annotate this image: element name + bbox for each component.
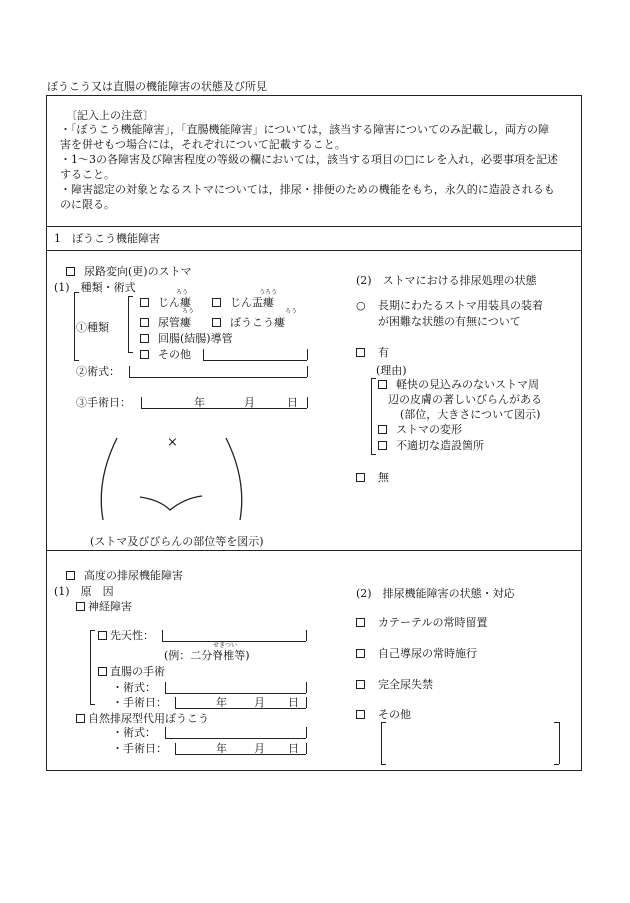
date-year: 年 xyxy=(194,396,205,409)
natural-checkbox[interactable] xyxy=(76,714,85,723)
natural-op-field-left xyxy=(165,727,166,738)
natural-date-day: 日 xyxy=(288,742,299,755)
option-self-cath xyxy=(356,648,477,659)
stoma-heading-text: 尿路変向(更)のストマ xyxy=(84,265,192,278)
other-text-left xyxy=(381,722,382,764)
neuro-bracket-bottom xyxy=(90,704,95,705)
congenital-field-right xyxy=(306,630,307,641)
type-kaicho: 回腸(結腸)導管 xyxy=(158,332,233,345)
neuro-bracket xyxy=(90,630,91,704)
other-text-left-top xyxy=(381,722,386,723)
neuro-bracket-top xyxy=(90,630,95,631)
reason-bracket-top xyxy=(371,378,376,379)
rectal-date-year: 年 xyxy=(216,696,227,709)
option-other xyxy=(356,709,411,720)
note-item-1: ・「ぼうこう機能障害」，「直腸機能障害」については，該当する障害についてのみ記載し，両方の障害を併せもつ場合には，それぞれについて記載すること。 xyxy=(60,123,550,151)
no-checkbox[interactable] xyxy=(356,473,365,482)
section2-sub2: (2) 排尿機能障害の状態・対応 xyxy=(356,587,515,600)
reason-1-line-1: 軽快の見込みのないストマ周 xyxy=(396,378,539,391)
reason-3 xyxy=(378,440,484,451)
section2-heading xyxy=(66,570,183,581)
rectal-op-field-right xyxy=(306,682,307,693)
stoma-mark-icon: × xyxy=(167,435,178,450)
stoma-sub2: (2) ストマにおける排尿処理の状態 xyxy=(356,274,537,287)
no-option xyxy=(356,472,389,483)
page-title: ぼうこう又は直腸の機能障害の状態及び所見 xyxy=(47,80,267,93)
catheter-checkbox[interactable] xyxy=(356,618,365,627)
natural-date-year: 年 xyxy=(216,742,227,755)
yes-checkbox[interactable] xyxy=(356,348,365,357)
self-cath-label: 自己導尿の常時施行 xyxy=(378,647,477,660)
other-text-right xyxy=(559,722,560,764)
yes-label: 有 xyxy=(378,346,389,359)
yes-option xyxy=(356,347,389,358)
question-mark: ○ xyxy=(356,299,366,312)
ruby-jinro: ろう xyxy=(176,289,189,296)
type-jinro: じん瘻 xyxy=(158,296,191,309)
reason-2-checkbox[interactable] xyxy=(378,425,387,434)
reason-3-checkbox[interactable] xyxy=(378,441,387,450)
rectal-surgery-checkbox[interactable] xyxy=(98,667,107,676)
reason-3-label: 不適切な造設箇所 xyxy=(396,439,484,452)
reason-2 xyxy=(378,424,462,435)
ruby-bokoro: ろう xyxy=(285,308,298,315)
other-label: その他 xyxy=(378,708,411,721)
reason-1-line-3: (部位，大きさについて図示) xyxy=(400,408,541,421)
natural-op-field-right xyxy=(306,727,307,738)
rectal-op-field[interactable] xyxy=(165,693,306,694)
congenital-label: 先天性： xyxy=(110,629,154,642)
self-cath-checkbox[interactable] xyxy=(356,649,365,658)
type-nyokanro: 尿管瘻 xyxy=(158,316,191,329)
neuro-label: 神経障害 xyxy=(88,600,132,613)
natural-date-label: ・手術日： xyxy=(112,742,167,755)
date-day: 日 xyxy=(287,396,298,409)
natural-op-label: ・術式： xyxy=(112,726,156,739)
rectal-op-field-left xyxy=(165,682,166,693)
type-bokoro: ぼうこう瘻 xyxy=(230,316,285,329)
note-item-3: ・障害認定の対象となるストマについては，排尿・排便のための機能をもち，永久的に造設されるものに限る。 xyxy=(60,183,555,211)
rectal-surgery-option xyxy=(98,666,165,677)
incontinence-label: 完全尿失禁 xyxy=(378,678,433,691)
diagram-caption: (ストマ及びびらんの部位等を図示) xyxy=(90,535,264,548)
rectal-op-label: ・術式： xyxy=(112,681,156,694)
natural-date-field-right xyxy=(306,743,307,754)
natural-date-field[interactable] xyxy=(175,754,306,755)
question-line-2: が困難な状態の有無について xyxy=(378,315,521,328)
date-label: ③手術日： xyxy=(76,396,131,409)
date-month: 月 xyxy=(244,396,255,409)
neuro-option xyxy=(76,601,132,612)
other-text-area[interactable] xyxy=(386,724,554,762)
incontinence-checkbox[interactable] xyxy=(356,680,365,689)
ruby-nyokanro: ろう xyxy=(182,308,195,315)
rectal-date-month: 月 xyxy=(254,696,265,709)
stoma-sub1: (1) 種類・術式 xyxy=(54,281,136,294)
type-other: その他 xyxy=(158,348,191,361)
congenital-option xyxy=(98,630,154,641)
reason-1 xyxy=(378,379,539,390)
example-text: (例：二分脊椎等) xyxy=(164,649,250,662)
other-checkbox[interactable] xyxy=(356,710,365,719)
notes-heading: 〔記入上の注意〕 xyxy=(66,109,154,122)
natural-date-month: 月 xyxy=(254,742,265,755)
option-incontinence xyxy=(356,679,433,690)
section2-checkbox[interactable] xyxy=(66,571,75,580)
option-catheter xyxy=(356,617,487,628)
other-text-right-bottom xyxy=(554,764,559,765)
op-label: ②術式： xyxy=(76,365,120,378)
question-line-1: 長期にわたるストマ用装具の装着 xyxy=(378,299,543,312)
natural-label: 自然排尿型代用ぼうこう xyxy=(88,712,209,725)
neuro-checkbox[interactable] xyxy=(76,602,85,611)
other-text-right-top xyxy=(554,722,559,723)
congenital-field-left xyxy=(162,630,163,641)
no-label: 無 xyxy=(378,471,389,484)
type-jinuro: じん盂瘻 xyxy=(230,296,274,309)
rectal-date-label: ・手術日： xyxy=(112,696,167,709)
note-item-2: ・1～3の各障害及び障害程度の等級の欄においては，該当する項目の□にレを入れ，必要事項を記述すること。 xyxy=(60,153,559,181)
section2-heading-text: 高度の排尿機能障害 xyxy=(84,569,183,582)
section1-title: 1 ぼうこう機能障害 xyxy=(54,232,160,245)
reason-bracket-bottom xyxy=(371,454,376,455)
reason-label: (理由) xyxy=(376,364,407,377)
cause-label: (1) 原 因 xyxy=(54,585,114,598)
rectal-date-day: 日 xyxy=(288,696,299,709)
rectal-surgery-label: 直腸の手術 xyxy=(110,665,165,678)
natural-date-field-left xyxy=(175,743,176,754)
ruby-jinuro: うろう xyxy=(259,289,278,296)
rectal-date-field-right xyxy=(306,697,307,708)
rectal-date-field[interactable] xyxy=(175,708,306,709)
natural-op-field[interactable] xyxy=(165,738,306,739)
type-label: ①種類 xyxy=(76,321,109,334)
reason-1-line-2: 辺の皮膚の著しいびらんがある xyxy=(388,393,542,406)
rectal-date-field-left xyxy=(175,697,176,708)
other-text-left-bottom xyxy=(381,764,386,765)
reason-1-checkbox[interactable] xyxy=(378,380,387,389)
natural-option xyxy=(76,713,209,724)
reason-2-label: ストマの変形 xyxy=(396,423,462,436)
reason-bracket xyxy=(371,378,372,454)
ruby-sekitsui: せきつい xyxy=(213,642,238,649)
catheter-label: カテーテルの常時留置 xyxy=(378,616,488,629)
congenital-checkbox[interactable] xyxy=(98,631,107,640)
